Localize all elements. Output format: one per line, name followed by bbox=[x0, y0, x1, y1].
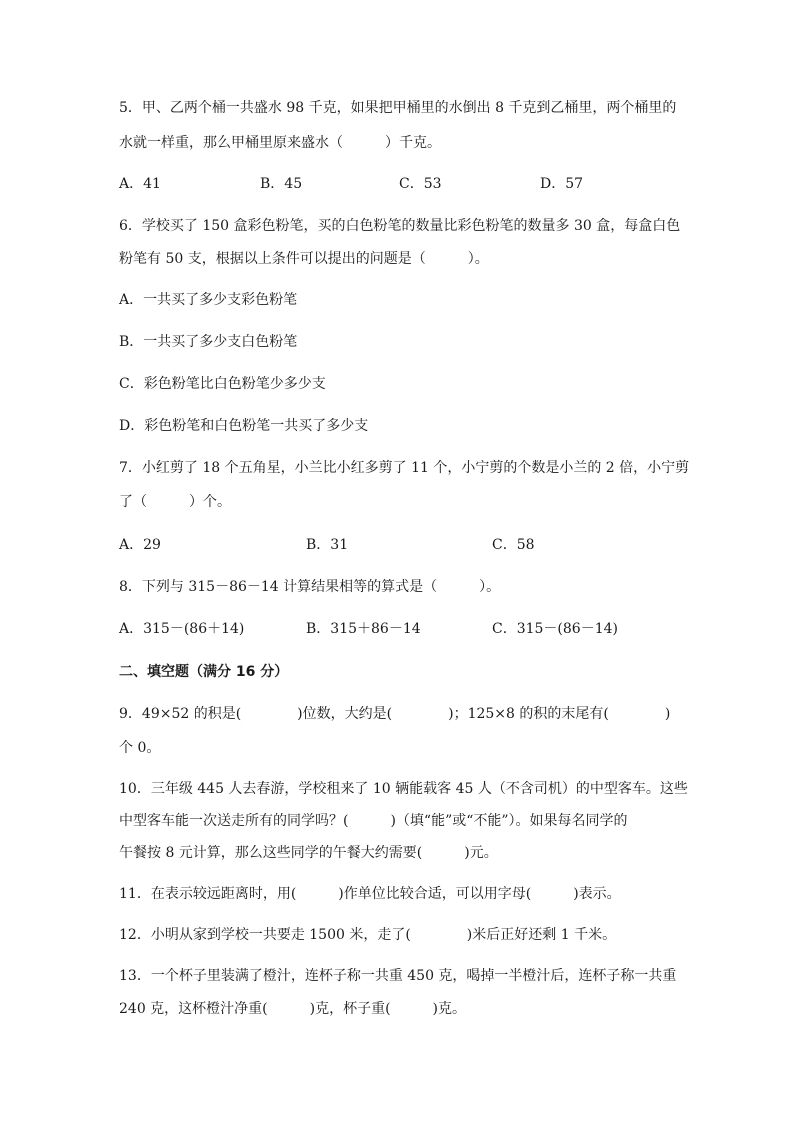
question-10-line-3: 午餐按 8 元计算，那么这些同学的午餐大约需要( )元。 bbox=[119, 845, 498, 861]
question-8-line-1: 8．下列与 315－86－14 计算结果相等的算式是（ ）。 bbox=[119, 579, 501, 595]
question-12-line-1: 12．小明从家到学校一共要走 1500 米，走了( )米后正好还剩 1 千米。 bbox=[119, 927, 617, 943]
question-6-line-1: 6．学校买了 150 盒彩色粉笔，买的白色粉笔的数量比彩色粉笔的数量多 30 盒，每盒白色 bbox=[119, 218, 681, 234]
question-13-line-2: 240 克，这杯橙汁净重( )克，杯子重( )克。 bbox=[119, 1001, 467, 1017]
question-13-line-1: 13．一个杯子里装满了橙汁，连杯子称一共重 450 克，喝掉一半橙汁后，连杯子称一共重 bbox=[119, 968, 677, 984]
question-6-option-c: C．彩色粉笔比白色粉笔少多少支 bbox=[119, 376, 326, 392]
question-5-option-d: D．57 bbox=[540, 176, 584, 192]
question-9-line-1: 9．49×52 的积是( )位数，大约是( )；125×8 的积的末尾有( ) bbox=[119, 706, 671, 722]
question-7-line-1: 7．小红剪了 18 个五角星，小兰比小红多剪了 11 个，小宁剪的个数是小兰的 2 倍，小宁剪 bbox=[119, 460, 690, 476]
question-11-line-1: 11．在表示较远距离时，用( )作单位比较合适，可以用字母( )表示。 bbox=[119, 886, 621, 902]
question-5-option-a: A．41 bbox=[119, 176, 161, 192]
question-7-option-a: A．29 bbox=[119, 537, 161, 553]
question-6-line-2: 粉笔有 50 支，根据以上条件可以提出的问题是（ ）。 bbox=[119, 251, 489, 267]
question-7-line-2: 了（ ）个。 bbox=[119, 494, 231, 510]
question-6-option-a: A．一共买了多少支彩色粉笔 bbox=[119, 292, 298, 308]
question-9-line-2: 个 0。 bbox=[119, 740, 161, 756]
question-5-option-b: B．45 bbox=[260, 176, 303, 192]
question-8-option-a: A．315－(86＋14) bbox=[119, 621, 245, 637]
question-5-line-2: 水就一样重，那么甲桶里原来盛水（ ）千克。 bbox=[119, 135, 441, 151]
question-7-option-c: C．58 bbox=[492, 537, 535, 553]
question-8-option-c: C．315－(86－14) bbox=[492, 621, 618, 637]
question-7-option-b: B．31 bbox=[306, 537, 349, 553]
section-title-fill-in: 二、填空题（满分 16 分） bbox=[119, 664, 289, 680]
question-10-line-1: 10．三年级 445 人去春游，学校租来了 10 辆能载客 45 人（不含司机）的中型客车。这些 bbox=[119, 781, 688, 797]
question-8-option-b: B．315＋86－14 bbox=[306, 621, 421, 637]
question-5-line-1: 5．甲、乙两个桶一共盛水 98 千克，如果把甲桶里的水倒出 8 千克到乙桶里，两个桶里的 bbox=[119, 100, 677, 116]
question-5-option-c: C．53 bbox=[399, 176, 442, 192]
question-6-option-d: D．彩色粉笔和白色粉笔一共买了多少支 bbox=[119, 418, 369, 434]
question-6-option-b: B．一共买了多少支白色粉笔 bbox=[119, 334, 298, 350]
question-10-line-2: 中型客车能一次送走所有的同学吗？( )（填“能”或“不能”）。如果每名同学的 bbox=[119, 813, 628, 829]
